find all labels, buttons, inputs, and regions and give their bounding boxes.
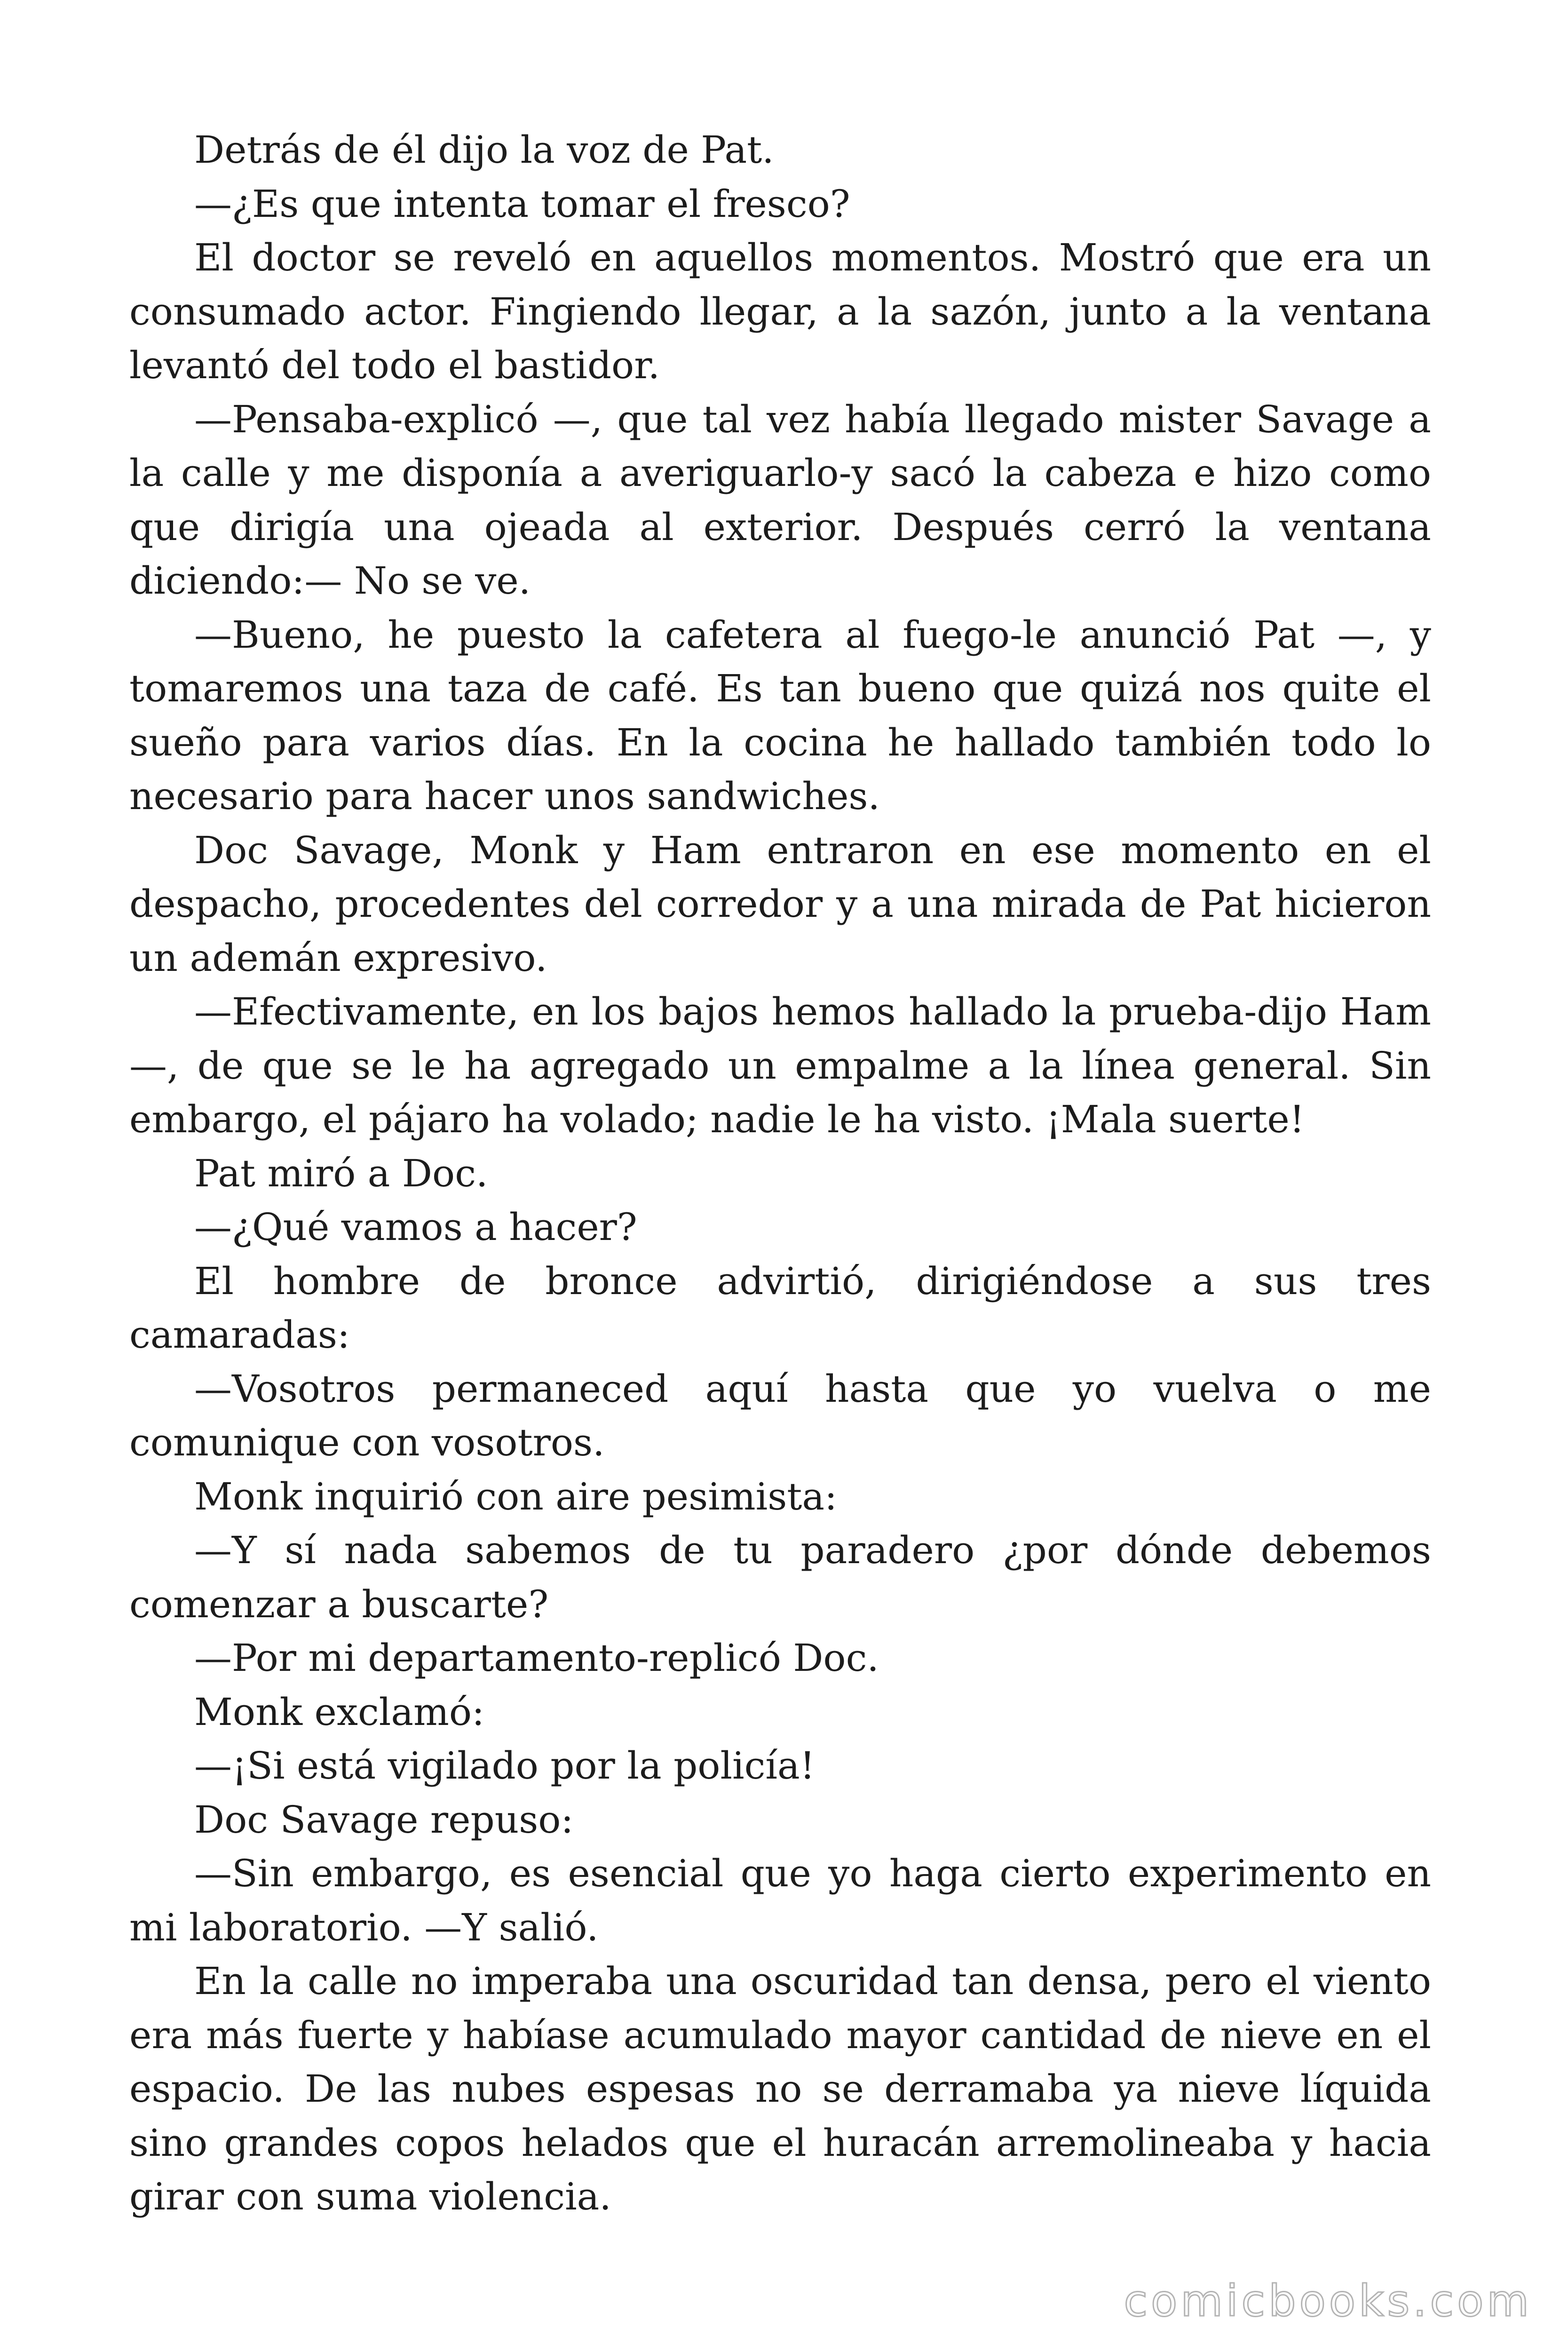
paragraph: —Sin embargo, es esencial que yo haga cierto experimento en mi laboratorio. —Y salió. <box>129 1851 1431 1949</box>
body-text <box>129 123 1431 2224</box>
paragraph: Detrás de él dijo la voz de Pat. <box>194 128 774 172</box>
paragraph: Pat miró a Doc. <box>194 1151 488 1195</box>
paragraph: Monk exclamó: <box>194 1690 485 1734</box>
paragraph: —¿Qué vamos a hacer? <box>194 1205 637 1249</box>
watermark: comicbooks.com <box>1124 2276 1532 2326</box>
paragraph: —Vosotros permaneced aquí hasta que yo vuelva o me comunique con vosotros. <box>129 1367 1431 1464</box>
paragraph: —Y sí nada sabemos de tu paradero ¿por dónde debemos comenzar a buscarte? <box>129 1528 1431 1626</box>
paragraph: —Efectivamente, en los bajos hemos hallado la prueba-dijo Ham —, de que se le ha agregado un empalme a la línea general. Sin embargo, el pájaro ha volado; nadie le ha visto. ¡Mala suerte! <box>129 990 1431 1141</box>
paragraph: El hombre de bronce advirtió, dirigiéndose a sus tres camaradas: <box>129 1259 1431 1357</box>
paragraph: —Por mi departamento-replicó Doc. <box>194 1636 879 1680</box>
paragraph: Doc Savage, Monk y Ham entraron en ese momento en el despacho, procedentes del corredor y a una mirada de Pat hicieron un ademán expresivo. <box>129 828 1431 980</box>
paragraph: En la calle no imperaba una oscuridad tan densa, pero el viento era más fuerte y habíase acumulado mayor cantidad de nieve en el espacio. De las nubes espesas no se derramaba ya nieve líquida sino grandes copos helados que el huracán arremolineaba y hacia girar con suma violencia. <box>129 1959 1431 2218</box>
paragraph: El doctor se reveló en aquellos momentos. Mostró que era un consumado actor. Fingiendo llegar, a la sazón, junto a la ventana levantó del todo el bastidor. <box>129 236 1431 387</box>
paragraph: —¡Si está vigilado por la policía! <box>194 1744 815 1788</box>
paragraph: —¿Es que intenta tomar el fresco? <box>194 182 850 226</box>
paragraph: —Bueno, he puesto la cafetera al fuego-le anunció Pat —, y tomaremos una taza de café. Es tan bueno que quizá nos quite el sueño para varios días. En la cocina he hallado también todo lo necesario para hacer unos sandwiches. <box>129 612 1431 818</box>
paragraph: Doc Savage repuso: <box>194 1797 574 1842</box>
paragraph: —Pensaba-explicó —, que tal vez había llegado mister Savage a la calle y me disponía a averiguarlo-y sacó la cabeza e hizo como que dirigía una ojeada al exterior. Después cerró la ventana diciendo:— No se ve. <box>129 397 1431 603</box>
paragraph: Monk inquirió con aire pesimista: <box>194 1474 838 1518</box>
